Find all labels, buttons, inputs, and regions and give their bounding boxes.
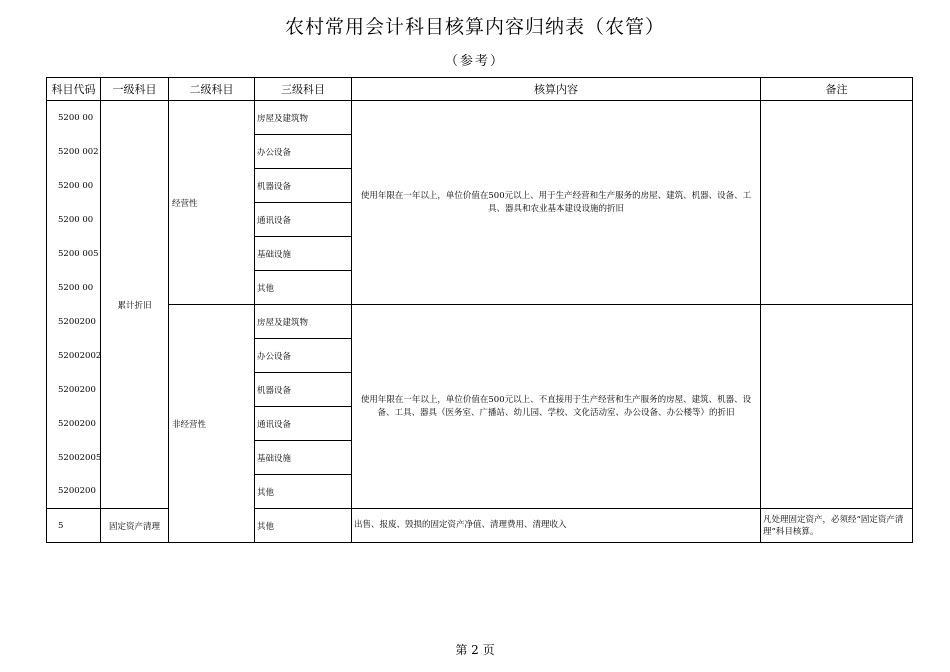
header-level3: 三级科目 [255, 78, 352, 101]
table-row [47, 101, 913, 135]
account-code: 5200 002 [47, 135, 101, 169]
account-code: 52002005 [47, 441, 101, 475]
note-operating [761, 101, 913, 305]
table-row [47, 305, 913, 339]
header-level1: 一级科目 [101, 78, 169, 101]
level2-operating: 经营性 [169, 101, 255, 305]
header-note: 备注 [761, 78, 913, 101]
level3-account: 其他 [255, 475, 352, 509]
account-code: 5 [47, 509, 101, 543]
level3-account: 其他 [255, 271, 352, 305]
content-nonoperating: 使用年限在一年以上，单位价值在500元以上、不直接用于生产经营和生产服务的房屋、建筑、机器、设备、工具、器具（医务室、广播站、幼儿园、学校、文化活动室、办公设备、办公楼等）的折旧 [352, 305, 761, 509]
level3-account: 其他 [255, 509, 352, 543]
account-code: 5200200 [47, 475, 101, 509]
accounting-table [46, 77, 913, 543]
level3-account: 办公设备 [255, 339, 352, 373]
level2-nonoperating: 非经营性 [169, 305, 255, 543]
level3-account: 通讯设备 [255, 407, 352, 441]
level3-account: 基础设施 [255, 237, 352, 271]
level3-account: 房屋及建筑物 [255, 101, 352, 135]
level3-account: 机器设备 [255, 373, 352, 407]
header-content: 核算内容 [352, 78, 761, 101]
level1-fixed-asset-disposal: 固定资产清理 [101, 509, 169, 543]
header-code: 科目代码 [47, 78, 101, 101]
level3-account: 机器设备 [255, 169, 352, 203]
account-code: 5200 00 [47, 271, 101, 305]
level3-account: 基础设施 [255, 441, 352, 475]
page-title: 农村常用会计科目核算内容归纳表（农管） [284, 16, 665, 38]
header-level2: 二级科目 [169, 78, 255, 101]
level3-account: 通讯设备 [255, 203, 352, 237]
header-row [47, 78, 913, 101]
level3-account: 办公设备 [255, 135, 352, 169]
level3-account: 房屋及建筑物 [255, 305, 352, 339]
content-operating: 使用年限在一年以上，单位价值在500元以上、用于生产经营和生产服务的房屋、建筑、机器、设备、工具、器具和农业基本建设设施的折旧 [352, 101, 761, 305]
account-code: 52002002 [47, 339, 101, 373]
content-disposal: 出售、报废、毁损的固定资产净值、清理费用、清理收入 [352, 509, 761, 543]
account-code: 5200 00 [47, 101, 101, 135]
page-subtitle: （参考） [444, 54, 505, 69]
account-code: 5200 005 [47, 237, 101, 271]
account-code: 5200 00 [47, 203, 101, 237]
account-code: 5200 00 [47, 169, 101, 203]
account-code: 5200200 [47, 407, 101, 441]
account-code: 5200200 [47, 305, 101, 339]
note-disposal: 凡处理固定资产，必须经“固定资产清理”科目核算。 [761, 509, 913, 543]
note-nonoperating [761, 305, 913, 509]
level1-depreciation: 累计折旧 [101, 101, 169, 509]
account-code: 5200200 [47, 373, 101, 407]
page-number: 第 2 页 [455, 643, 495, 657]
